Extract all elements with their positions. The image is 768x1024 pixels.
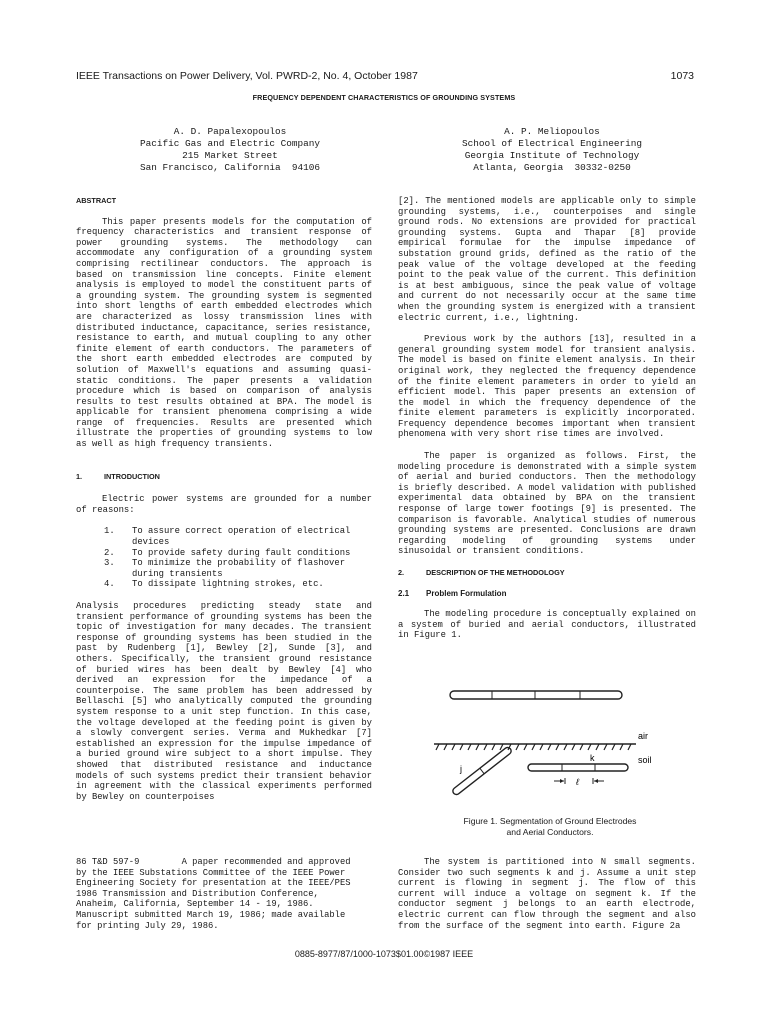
figure-1-diagram: [430, 688, 660, 808]
author-2-affiliation: School of Electrical Engineering: [461, 138, 643, 149]
figure-1-caption: [440, 816, 660, 837]
section-2-title: DESCRIPTION OF THE METHODOLOGY: [426, 568, 565, 577]
footnote-line: for printing July 29, 1986.: [76, 920, 219, 931]
right-paragraph-1: [2]. The mentioned models are applicable only to simple grounding systems, i.e., counterpoises and single ground rods. No extensions are provided for practical grounding systems. Gupta and Thapar [8] provide empirical formulae for the impulse impedance of substation ground grids, defined as the ratio of the peak value of the voltage developed at the feeding point to the peak value of the current. This definition is at best ambiguous, since the peak value of voltage and current do not necessarily occur at the same time when the grounding system is energized with a transient electric current, i.e., lightning.: [398, 196, 696, 323]
reasons-list: [76, 526, 372, 590]
footnote-line: Anaheim, California, September 14 - 19, 1986.: [76, 899, 314, 910]
aerial-conductor: [450, 691, 622, 699]
footnote-line: 1986 Transmission and Distribution Conference,: [76, 888, 319, 899]
footnote-line: 86 T&D 597-9 A paper recommended and approved: [76, 857, 351, 867]
author-1-name: A. D. Papalexopoulos: [173, 126, 287, 137]
list-item: 3. To minimize the probability of flashover during transients: [104, 558, 346, 579]
buried-conductor-k: [528, 764, 628, 771]
label-l: ℓ: [576, 777, 579, 787]
list-item: 2. To provide safety during fault conditions: [104, 547, 351, 558]
section-1-heading: [76, 472, 372, 483]
author-block-1: [110, 126, 350, 174]
left-column: [76, 196, 372, 813]
section-1-title: INTRODUCTION: [104, 471, 160, 481]
right-column-bottom: [398, 857, 696, 942]
label-j: j: [460, 764, 462, 774]
abstract-heading: ABSTRACT: [76, 196, 117, 205]
copyright-line: 0885-8977/87/1000-1073$01.00©1987 IEEE: [294, 949, 474, 959]
footnote-line: by the IEEE Substations Committee of the IEEE Power: [76, 867, 346, 878]
list-item: 1. To assure correct operation of electrical devices: [104, 526, 351, 548]
subsection-2-1-heading: [398, 589, 696, 600]
footnote-line: Manuscript submitted March 19, 1986; made available: [76, 909, 346, 920]
author-1-city: San Francisco, California 94106: [139, 162, 321, 173]
author-1-street: 215 Market Street: [182, 150, 278, 161]
figure-caption-line-2: and Aerial Conductors.: [506, 826, 594, 837]
page-number: 1073: [670, 70, 694, 82]
subsection-2-1-title: Problem Formulation: [426, 588, 507, 598]
intro-paragraph: Analysis procedures predicting steady state and transient performance of grounding systems has been the topic of investigation for many decades. The transient response of grounding systems has been studied in the past by Rudenberg [1], Bewley [2], Sunde [3], and others. Specifically, the transient ground resistance of buried wires has been dealt by Bewley [4] who derived an expression for the impedance of a counterpoise. The same problem has been addressed by Bellaschi [5] who analytically computed the grounding system response to a unit step function. In this case, the voltage developed at the feeding point is given by a slowly convergent series. Verma and Mukhedkar [7] established an expression for the impulse impedance of a buried ground wire subject to a short impulse. They showed that distributed resistance and inductance models of such systems predict their transient behavior in agreement with the classical experiments performed by Bewley on counterpoises: [76, 601, 372, 802]
right-paragraph-3: The paper is organized as follows. First, the modeling procedure is demonstrated with a simple system of aerial and buried conductors. Then the methodology is briefly described. A model validation with published experimental data obtained by BPA on the transient response of large tower footings [9] is presented. The comparison is favorable. Analytical studies of numerous grounding systems are presented. Conclusions are drawn regarding modeling of grounding systems under sinusoidal or transient conditions.: [398, 451, 696, 557]
author-2-name: A. P. Meliopoulos: [504, 126, 600, 137]
footnote-line: Engineering Society for presentation at the IEEE/PES: [76, 878, 351, 889]
author-block-2: [432, 126, 672, 174]
journal-header: IEEE Transactions on Power Delivery, Vol. PWRD-2, No. 4, October 1987: [76, 70, 418, 82]
right-paragraph-2: Previous work by the authors [13], resulted in a general grounding system model for transient analysis. The model is based on finite element analysis. In their original work, they neglected the frequency dependence of the finite element parameters in order to yield an efficient model. This paper presents an extension of the model in which the frequency dependence of the finite element parameters is explicitly incorporated. Frequency dependence becomes important when transient phenomena with very short rise times are involved.: [398, 334, 696, 440]
section-2-number: 2.: [398, 568, 405, 577]
segment-length-marker: [554, 778, 604, 784]
section-2-heading: [398, 568, 696, 579]
section-1-number: 1.: [76, 471, 83, 481]
earth-surface-line: [434, 744, 636, 750]
author-1-affiliation: Pacific Gas and Electric Company: [139, 138, 321, 149]
footnote: [76, 857, 376, 931]
figure-caption-line-1: Figure 1. Segmentation of Ground Electrodes: [463, 816, 637, 826]
right-column: [398, 196, 696, 652]
label-air: air: [638, 731, 649, 741]
label-k: k: [590, 753, 595, 763]
intro-lead: Electric power systems are grounded for a number of reasons:: [76, 494, 372, 515]
subsection-2-1-number: 2.1: [398, 588, 410, 598]
paper-title: FREQUENCY DEPENDENT CHARACTERISTICS OF GROUNDING SYSTEMS: [252, 93, 516, 102]
list-item: 4. To dissipate lightning strokes, etc.: [104, 579, 324, 590]
right-paragraph-5: The system is partitioned into N small segments. Consider two such segments k and j. Assume a unit step current is flowing in segment j. The flow of this current will induce a voltage on segment k. If the conductor segment j belongs to an earth electrode, electric current can flow through the segment and also from the surface of the segment into earth. Figure 2a: [398, 857, 696, 931]
label-soil: soil: [638, 755, 652, 765]
right-paragraph-4: The modeling procedure is conceptually explained on a system of buried and aerial conductors, illustrated in Figure 1.: [398, 609, 696, 641]
abstract-text: This paper presents models for the computation of frequency characteristics and transient response of power grounding systems. The methodology can accommodate any configuration of a grounding system comprising rectilinear conductors. The approach is based on transmission line concepts. Finite element analysis is employed to model the constituent parts of a grounding system. The grounding system is segmented into short lengths of earth embedded electrodes which are characterized as lossy transmission lines with distributed inductance, capacitance, series resistance, resistance to earth, and mutual coupling to any other finite element of earth conductors. The parameters of the short earth embedded electrodes are computed by solution of Maxwell's equations and assuming quasi-static conditions. The paper presents a validation procedure which is based on comparison of analysis results to test results obtained at BPA. The model is applicable for transient phenomena comprising a wide range of frequencies. Results are presented which illustrate the properties of grounding systems to low as well as high frequency transients.: [76, 216, 372, 450]
author-2-institute: Georgia Institute of Technology: [464, 150, 640, 161]
author-2-city: Atlanta, Georgia 30332-0250: [473, 162, 631, 173]
